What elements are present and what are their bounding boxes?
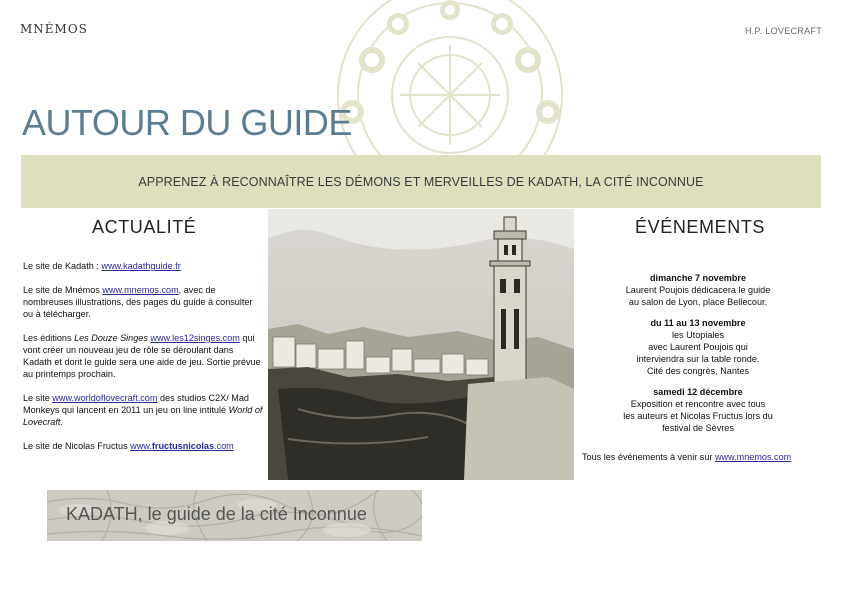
news-item: Le site www.worldoflovecraft.com des studios C2X/ Mad Monkeys qui lancent en 2011 un jeu on line intitulé World of Lovecraft.: [23, 393, 263, 427]
mnemos-events-link[interactable]: www.mnemos.com: [714, 452, 792, 462]
news-item: Le site de Kadath : www.kadathguide.fr: [23, 261, 181, 271]
author-label: H.P. LOVECRAFT: [744, 26, 822, 36]
book-banner[interactable]: [47, 490, 422, 541]
event-date: dimanche 7 novembre: [649, 273, 747, 283]
news-item: Les éditions Les Douze Singes www.les12singes.com qui vont créer un nouveau jeu de rôle se déroulant dans Kadath et dont le guide sera une aide de jeu. Sortie prévue au printemps prochain.: [23, 333, 261, 379]
event-date: samedi 12 décembre: [653, 387, 743, 397]
kadath-site-link[interactable]: www.kadathguide.fr: [101, 261, 181, 271]
decorative-seal: [330, 0, 570, 160]
news-item: Le site de Mnémos www.mnemos.com, avec de nombreuses illustrations, des pages du guide à consulter ou à télécharger.: [23, 285, 253, 319]
mnemos-site-link[interactable]: www.mnemos.com: [102, 285, 179, 295]
event-item: du 11 au 13 novembre les Utopiales avec Laurent Poujois qui interviendra sur la table ronde. Cité des congrès, Nantes: [636, 318, 760, 376]
event-date: du 11 au 13 novembre: [650, 318, 746, 328]
page-title: AUTOUR DU GUIDE: [22, 102, 352, 143]
subtitle-banner: [21, 155, 821, 208]
publisher-logo: MNÉMOS: [20, 22, 88, 36]
book-banner-text: KADATH, le guide de la cité Inconnue: [66, 504, 367, 524]
fructusnicolas-link[interactable]: www.fructusnicolas.com: [130, 441, 234, 451]
news-heading: ACTUALITÉ: [92, 217, 197, 237]
tower-illustration: [268, 209, 574, 480]
subtitle-text: APPRENEZ À RECONNAÎTRE LES DÉMONS ET MERVEILLES DE KADATH, LA CITÉ INCONNUE: [138, 175, 704, 189]
events-heading: ÉVÉNEMENTS: [635, 217, 766, 237]
event-item: dimanche 7 novembre Laurent Poujois dédicacera le guide au salon de Lyon, place Bellecour.: [625, 273, 771, 307]
events-column: [582, 272, 814, 443]
worldoflovecraft-link[interactable]: www.worldoflovecraft.com: [52, 393, 158, 403]
news-item: Le site de Nicolas Fructus www.fructusnicolas.com: [23, 441, 234, 451]
events-footer: Tous les événements à venir sur www.mnemos.com: [582, 452, 792, 462]
event-item: samedi 12 décembre Exposition et rencontre avec tous les auteurs et Nicolas Fructus lors du festival de Sèvres: [623, 387, 773, 433]
les12singes-link[interactable]: www.les12singes.com: [150, 333, 240, 343]
news-column: [23, 260, 263, 464]
